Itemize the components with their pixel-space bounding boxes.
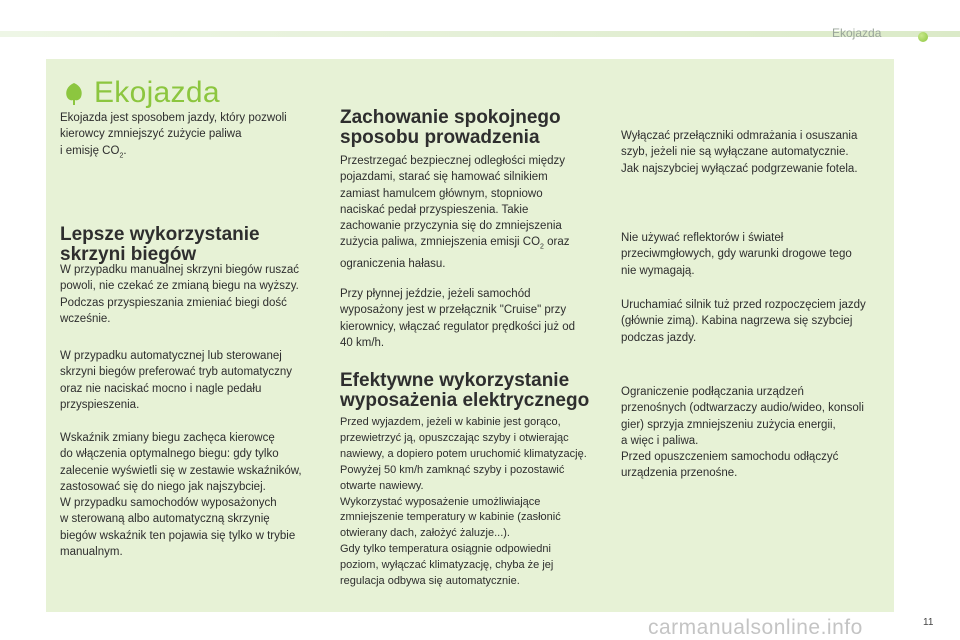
col3-paragraph-3: Uruchamiać silnik tuż przed rozpoczęciem jazdy (głównie zimą). Kabina nagrzewa się szybciej podczas jazdy.	[621, 299, 866, 344]
calm-paragraph-1: Przestrzegać bezpiecznej odległości między pojazdami, starać się hamować silnikiem zamiast hamulcem głównym, stopniowo naciskać pedał przyspieszenia. Takie zachowanie przyczynia się do zmniejszenia zużycia paliwa, zmniejszenia emisji $CO_2$ oraz ograniczenia hałasu.	[340, 155, 570, 271]
heading-gearbox: Lepsze wykorzystanie skrzyni biegów	[60, 224, 260, 265]
heading-electric: Efektywne wykorzystanie wyposażenia elektrycznego	[340, 370, 590, 411]
page-title: Ekojazda	[94, 76, 220, 109]
col3-paragraph-4: Ograniczenie podłączania urządzeń przenośnych (odtwarzaczy audio/wideo, konsoli gier) sprzyja zmniejszeniu zużycia energii, a więc i paliwa. Przed opuszczeniem samochodu odłączyć urządzenia przenośne.	[621, 386, 864, 480]
header-bar	[0, 31, 960, 37]
gearbox-paragraph-2: W przypadku automatycznej lub sterowanej skrzyni biegów preferować tryb automatyczny oraz nie naciskać mocno i nagle pedału przyspieszenia.	[60, 350, 293, 411]
section-title: Ekojazda	[832, 26, 882, 40]
watermark: carmanualsonline.info	[648, 616, 863, 639]
electric-paragraph-1: Przed wyjazdem, jeżeli w kabinie jest gorąco, przewietrzyć ją, opuszczając szyby i otwierając nawiewy, a dopiero potem uruchomić klimatyzację. Powyżej 50 km/h zamknąć szyby i pozostawić otwarte nawiewy. Wykorzystać wyposażenie umożliwiające zmniejszenie temperatury w kabinie (zasłonić otwierany dach, założyć żaluzje...). Gdy tylko temperatura osiągnie odpowiedni poziom, wyłączać klimatyzację, chyba że jej regulacja odbywa się automatycznie.	[340, 416, 587, 588]
calm-paragraph-2: Przy płynnej jeździe, jeżeli samochód wyposażony jest w przełącznik "Cruise" przy kierownicy, włączać regulator prędkości już od 40 km/h.	[340, 288, 575, 349]
section-dot-icon	[918, 32, 928, 42]
intro-text: Ekojazda jest sposobem jazdy, który pozwoli kierowcy zmniejszyć zużycie paliwa i emisję $CO_2$.	[60, 112, 287, 159]
gearbox-paragraph-1: W przypadku manualnej skrzyni biegów ruszać powoli, nie czekać ze zmianą biegu na wyższy. Podczas przyspieszania zmieniać biegi dość wcześnie.	[60, 264, 300, 325]
heading-calm-driving: Zachowanie spokojnego sposobu prowadzenia	[340, 107, 561, 148]
gearbox-paragraph-3: Wskaźnik zmiany biegu zachęca kierowcę do włączenia optymalnego biegu: gdy tylko zalecenie wyświetli się w zestawie wskaźników, zastosować się do niego jak najszybciej. W przypadku samochodów wyposażonych w sterowaną albo automatyczną skrzynię biegów wskaźnik ten pojawia się tylko w trybie manualnym.	[60, 432, 302, 559]
leaf-icon	[64, 82, 84, 106]
page-number: 11	[923, 617, 934, 628]
col3-paragraph-2: Nie używać reflektorów i świateł przeciwmgłowych, gdy warunki drogowe tego nie wymagają.	[621, 232, 852, 277]
col3-paragraph-1: Wyłączać przełączniki odmrażania i osuszania szyb, jeżeli nie są wyłączane automatycznie. Jak najszybciej wyłączać podgrzewanie fotela.	[621, 130, 858, 175]
